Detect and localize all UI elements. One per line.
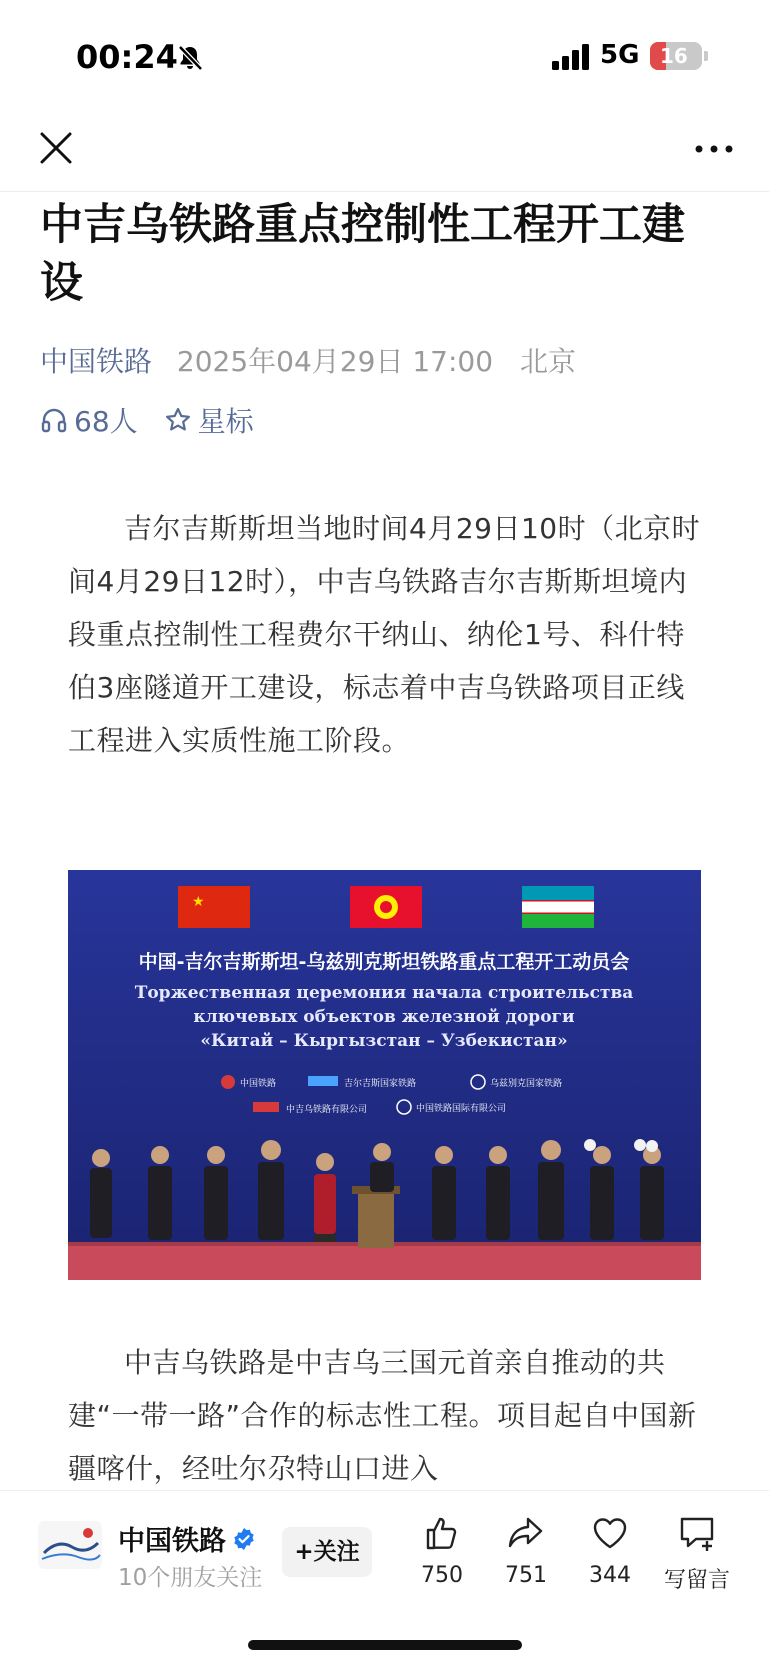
bell-slash-icon — [176, 44, 204, 72]
comment-button[interactable] — [652, 1513, 742, 1594]
friends-following: 10个朋友关注 — [118, 1565, 263, 1591]
logo-cku-railway: 中吉乌铁路有限公司 — [286, 1105, 368, 1115]
headphones-icon — [40, 406, 68, 434]
account-avatar[interactable] — [38, 1521, 102, 1569]
star-button[interactable] — [164, 400, 254, 440]
comment-icon — [676, 1513, 718, 1553]
bottom-account-name[interactable] — [118, 1519, 256, 1558]
banner-russian-line-3: «Китай – Кыргызстан – Узбекистан» — [200, 1031, 568, 1051]
thumbs-up-icon — [422, 1513, 462, 1553]
star-label: 星标 — [197, 405, 254, 438]
logo-crec-international: 中国铁路国际有限公司 — [416, 1104, 507, 1114]
nav-bar — [0, 110, 769, 192]
banner-russian-line-2: ключевых объектов железной дороги — [193, 1007, 575, 1027]
heart-icon — [590, 1513, 630, 1553]
account-link[interactable]: 中国铁路 — [40, 345, 153, 378]
listen-button[interactable] — [40, 400, 138, 440]
verified-icon — [232, 1527, 256, 1551]
article-paragraph-2: 中吉乌铁路是中吉乌三国元首亲自推动的共建“一带一路”合作的标志性工程。项目起自中国新疆喀什，经吐尔尕特山口进入 — [68, 1346, 697, 1485]
battery-level: 16 — [660, 44, 688, 68]
logo-uzbek-railway: 乌兹别克国家铁路 — [490, 1079, 563, 1089]
star-icon — [164, 406, 192, 434]
article-actions-row — [40, 400, 280, 440]
battery-tip — [704, 51, 708, 61]
article-meta — [40, 340, 576, 380]
publish-location: 北京 — [519, 345, 576, 378]
uzbekistan-flag — [522, 886, 594, 928]
home-indicator[interactable] — [248, 1640, 522, 1650]
listener-count: 68人 — [74, 405, 138, 438]
follow-button[interactable]: +关注 — [282, 1527, 372, 1577]
battery-indicator — [650, 42, 702, 70]
article-paragraph-1: 吉尔吉斯斯坦当地时间4月29日10时（北京时间4月29日12时），中吉乌铁路吉尔吉斯斯坦境内段重点控制性工程费尔干纳山、纳伦1号、科什特伯3座隧道开工建设，标志着中吉乌铁路项目正线工程进入实质性施工阶段。 — [68, 512, 701, 757]
article-title: 中吉乌铁路重点控制性工程开工建设 — [40, 200, 685, 308]
share-button[interactable] — [486, 1513, 566, 1588]
network-type: 5G — [600, 40, 640, 70]
account-name-label: 中国铁路 — [118, 1526, 226, 1557]
like-count: 750 — [421, 1563, 463, 1588]
ceremony-photo-illustration — [68, 870, 701, 1280]
comment-label: 写留言 — [663, 1568, 730, 1593]
status-bar — [0, 0, 769, 110]
logo-china-railway: 中国铁路 — [240, 1079, 277, 1089]
more-icon[interactable] — [694, 144, 734, 154]
svg-text:★: ★ — [192, 894, 205, 910]
favorite-button[interactable] — [570, 1513, 650, 1588]
kyrgyzstan-flag — [350, 886, 422, 928]
close-icon[interactable] — [38, 130, 74, 166]
china-flag — [178, 886, 250, 928]
favorite-count: 344 — [589, 1563, 631, 1588]
signal-icon — [552, 44, 590, 70]
banner-chinese-text: 中国-吉尔吉斯斯坦-乌兹别克斯坦铁路重点工程开工动员会 — [138, 951, 630, 973]
publish-date: 2025年04月29日 17:00 — [176, 345, 494, 378]
logo-kyrgyz-railway: 吉尔吉斯国家铁路 — [344, 1079, 417, 1089]
bottom-action-bar — [0, 1490, 769, 1665]
ceremony-photo[interactable] — [68, 870, 701, 1280]
status-time: 00:24 — [76, 38, 178, 76]
share-icon — [506, 1513, 546, 1553]
share-count: 751 — [505, 1563, 547, 1588]
like-button[interactable] — [402, 1513, 482, 1588]
banner-russian-line-1: Торжественная церемония начала строительства — [134, 983, 634, 1003]
